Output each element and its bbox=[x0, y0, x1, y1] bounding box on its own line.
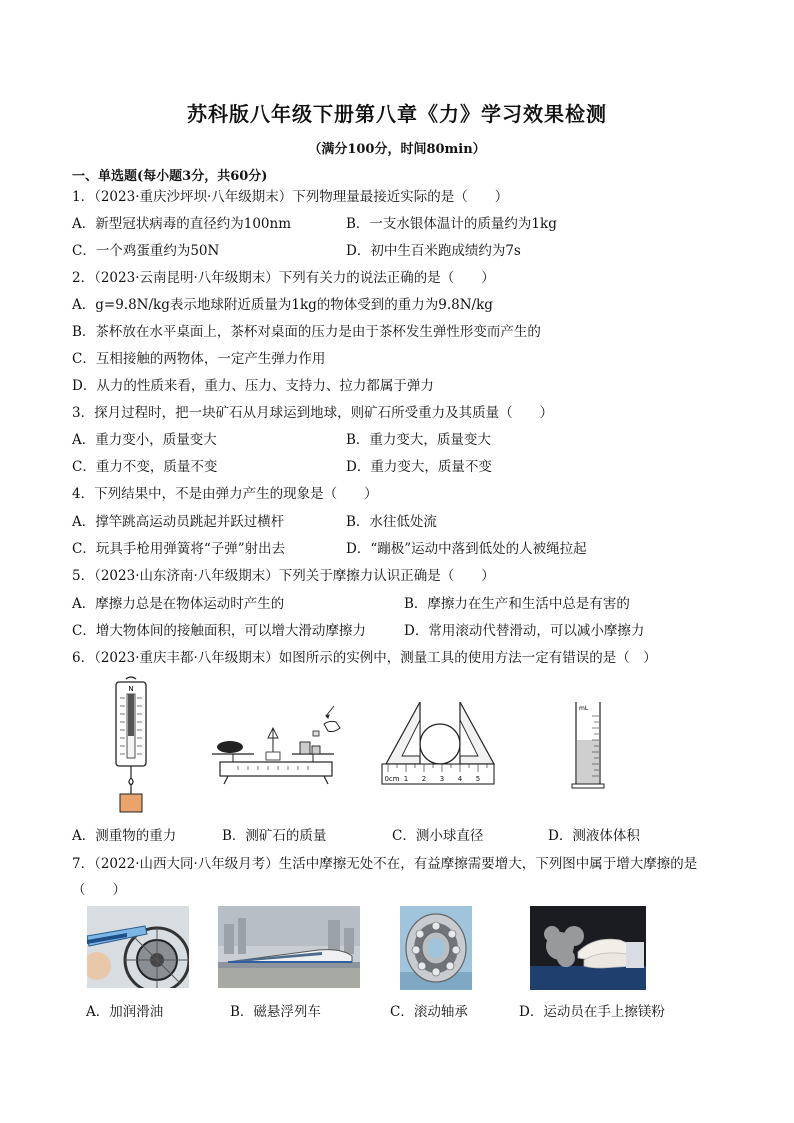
question-1-option-c: C．一个鸡蛋重约为50N bbox=[72, 243, 220, 259]
ruler-label-0: 0cm bbox=[384, 775, 400, 783]
question-5-option-c: C．增大物体间的接触面积，可以增大滑动摩擦力 bbox=[72, 623, 366, 639]
question-6-option-c: C．测小球直径 bbox=[392, 828, 484, 844]
cylinder-unit-label: mL bbox=[579, 705, 589, 712]
ruler-label-1: 1 bbox=[403, 775, 409, 783]
graduated-cylinder-figure bbox=[568, 700, 608, 790]
question-7-option-a: A．加润滑油 bbox=[86, 1004, 164, 1020]
page-title: 苏科版八年级下册第八章《力》学习效果检测 bbox=[187, 102, 607, 126]
question-3-option-c: C．重力不变，质量不变 bbox=[72, 459, 218, 475]
question-4-option-c: C．玩具手枪用弹簧将“子弹”射出去 bbox=[72, 541, 286, 557]
question-6-option-a: A．测重物的重力 bbox=[72, 828, 177, 844]
question-6-stem: 6．（2023·重庆丰都·八年级期末）如图所示的实例中，测量工具的使用方法一定有错误的是（ ） bbox=[72, 650, 657, 666]
question-7-option-c: C．滚动轴承 bbox=[390, 1004, 468, 1020]
question-5-option-b: B．摩擦力在生产和生活中总是有害的 bbox=[404, 596, 630, 612]
ball-bearing-photo bbox=[400, 906, 472, 990]
question-2-stem: 2．（2023·云南昆明·八年级期末）下列有关力的说法正确的是（ ） bbox=[72, 270, 495, 286]
question-2-option-d: D．从力的性质来看，重力、压力、支持力、拉力都属于弹力 bbox=[72, 378, 434, 394]
question-3-option-a: A．重力变小，质量变大 bbox=[72, 432, 217, 448]
question-3-stem: 3．探月过程时，把一块矿石从月球运到地球，则矿石所受重力及其质量（ ） bbox=[72, 405, 554, 421]
question-7-option-d: D．运动员在手上擦镁粉 bbox=[519, 1004, 665, 1020]
question-5-stem: 5．（2023·山东济南·八年级期末）下列关于摩擦力认识正确是（ ） bbox=[72, 568, 495, 584]
maglev-train-photo bbox=[218, 906, 360, 988]
question-2-option-a: A．g=9.8N/kg表示地球附近质量为1kg的物体受到的重力为9.8N/kg bbox=[72, 297, 493, 313]
ruler-label-3: 3 bbox=[439, 775, 445, 783]
question-3-option-b: B．重力变大，质量变大 bbox=[346, 432, 491, 448]
bicycle-oil-photo bbox=[87, 906, 189, 988]
question-2-option-c: C．互相接触的两物体，一定产生弹力作用 bbox=[72, 351, 326, 367]
question-7-stem: 7．（2022·山西大同·八年级月考）生活中摩擦无处不在，有益摩擦需要增大，下列图中属于增大摩擦的是 bbox=[72, 856, 698, 872]
question-1-option-a: A．新型冠状病毒的直径约为100nm bbox=[72, 216, 292, 232]
ruler-label-5: 5 bbox=[475, 775, 481, 783]
question-1-option-b: B．一支水银体温计的质量约为1kg bbox=[346, 216, 557, 232]
chalk-hands-photo bbox=[530, 906, 646, 990]
page-subtitle: （满分100分，时间80min） bbox=[308, 142, 486, 157]
question-1-stem: 1．（2023·重庆沙坪坝·八年级期末）下列物理量最接近实际的是（ ） bbox=[72, 189, 509, 205]
spring-scale-unit-label: N bbox=[128, 685, 134, 693]
spring-scale-figure bbox=[108, 676, 154, 816]
ruler-ball-figure bbox=[380, 702, 498, 786]
question-4-stem: 4．下列结果中，不是由弹力产生的现象是（ ） bbox=[72, 486, 378, 502]
question-5-option-a: A．摩擦力总是在物体运动时产生的 bbox=[72, 596, 285, 612]
question-6-option-b: B．测矿石的质量 bbox=[222, 828, 327, 844]
question-4-option-b: B．水往低处流 bbox=[346, 514, 437, 530]
question-4-option-a: A．撑竿跳高运动员跳起并跃过横杆 bbox=[72, 514, 285, 530]
ruler-label-2: 2 bbox=[421, 775, 427, 783]
question-7-stem-blank: （ ） bbox=[72, 882, 126, 898]
question-4-option-d: D．“蹦极”运动中落到低处的人被绳拉起 bbox=[346, 541, 587, 557]
question-5-option-d: D．常用滚动代替滑动，可以减小摩擦力 bbox=[404, 623, 645, 639]
question-3-option-d: D．重力变大，质量不变 bbox=[346, 459, 492, 475]
question-1-option-d: D．初中生百米跑成绩约为7s bbox=[346, 243, 521, 259]
ruler-label-4: 4 bbox=[457, 775, 463, 783]
section-heading: 一、单选题(每小题3分，共60分) bbox=[72, 169, 268, 184]
question-7-option-b: B．磁悬浮列车 bbox=[230, 1004, 321, 1020]
question-2-option-b: B．茶杯放在水平桌面上，茶杯对桌面的压力是由于茶杯发生弹性形变而产生的 bbox=[72, 324, 541, 340]
question-6-option-d: D．测液体体积 bbox=[548, 828, 640, 844]
balance-scale-figure bbox=[208, 702, 346, 786]
